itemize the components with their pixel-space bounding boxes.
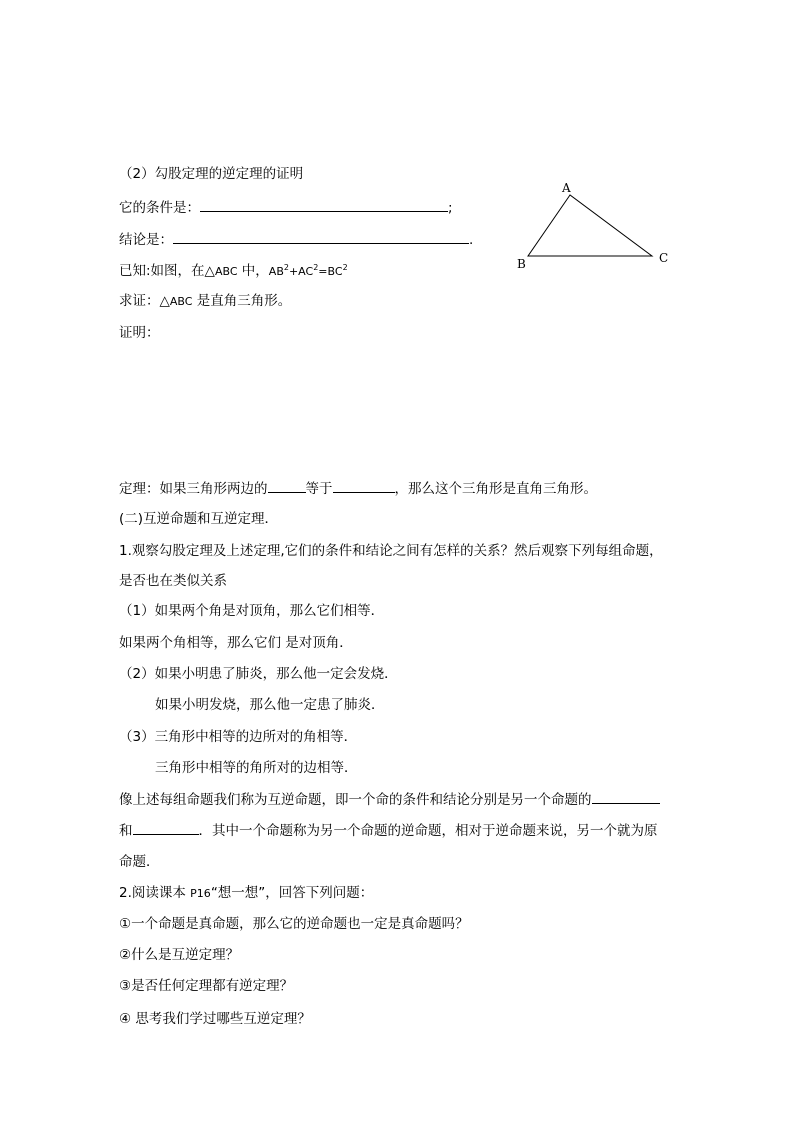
question-1-line1: 1.观察勾股定理及上述定理,它们的条件和结论之间有怎样的关系？然后观察下列每组命题， — [119, 543, 663, 559]
theorem-part1: 定理：如果三角形两边的 — [119, 481, 268, 497]
vertex-c-label: C — [659, 251, 669, 265]
theorem-blank-1[interactable] — [268, 479, 306, 493]
definition-line3: 命题． — [119, 854, 160, 870]
theorem-blank-2[interactable] — [333, 479, 395, 493]
theorem-part2: 等于 — [305, 481, 333, 497]
example-2a: （2）如果小明患了肺炎，那么他一定会发烧． — [119, 666, 398, 682]
given-line — [119, 262, 348, 281]
given-ac: +AC — [288, 265, 314, 278]
theorem-line — [119, 479, 597, 498]
definition-part2: 和 — [119, 823, 133, 839]
example-3a: （3）三角形中相等的边所对的角相等． — [119, 729, 358, 745]
condition-blank[interactable] — [200, 198, 448, 212]
example-1b: 如果两个角相等，那么它们 是对顶角． — [119, 635, 353, 651]
definition-blank-1[interactable] — [592, 790, 660, 804]
question-2-prefix: 2.阅读课本 — [119, 885, 191, 901]
vertex-a-label: A — [562, 181, 571, 195]
condition-line — [119, 198, 453, 217]
question-2-suffix: “想一想”，回答下列问题： — [210, 885, 374, 901]
question-2-iv: ④ 思考我们学过哪些互逆定理？ — [119, 1011, 311, 1027]
condition-end: ; — [448, 200, 453, 216]
definition-part3: ．其中一个命题称为另一个命题的逆命题，相对于逆命题来说，另一个就为原 — [198, 823, 658, 839]
conclusion-end: . — [469, 232, 474, 248]
triangle-shape — [528, 195, 652, 256]
definition-blank-2[interactable] — [133, 821, 199, 835]
theorem-part3: ，那么这个三角形是直角三角形。 — [394, 481, 597, 497]
definition-part1: 像上述每组命题我们称为互逆命题，即一个命的条件和结论分别是另一个命题的 — [119, 792, 592, 808]
definition-line2 — [119, 821, 658, 840]
conclusion-label: 结论是： — [119, 232, 173, 248]
part-two-heading: (二)互逆命题和互逆定理． — [119, 511, 279, 527]
sup-ab: 2 — [283, 263, 289, 272]
question-2-i: ①一个命题是真命题，那么它的逆命题也一定是真命题吗？ — [119, 916, 469, 932]
question-2-ii: ②什么是互逆定理？ — [119, 947, 240, 963]
prove-abc: ABC — [169, 295, 193, 308]
given-prefix: 已知:如图，在△ — [119, 263, 215, 279]
proof-label: 证明： — [119, 325, 160, 341]
sup-ac: 2 — [313, 263, 319, 272]
section-heading: （2）勾股定理的逆定理的证明 — [119, 166, 304, 182]
given-mid: 中， — [237, 263, 269, 279]
example-2b: 如果小明发烧，那么他一定患了肺炎． — [155, 697, 385, 713]
condition-label: 它的条件是： — [119, 200, 200, 216]
conclusion-line — [119, 230, 473, 249]
definition-line1 — [119, 790, 660, 809]
sup-bc: 2 — [342, 263, 348, 272]
vertex-b-label: B — [517, 257, 526, 271]
example-1a: （1）如果两个角是对顶角，那么它们相等． — [119, 603, 385, 619]
triangle-figure — [505, 178, 680, 273]
given-abc: ABC — [214, 265, 238, 278]
prove-prefix: 求证：△ — [119, 293, 170, 309]
question-2-line — [119, 884, 373, 903]
given-ab: AB — [268, 265, 284, 278]
conclusion-blank[interactable] — [173, 230, 469, 244]
question-1-line2: 是否也在类似关系 — [119, 573, 227, 589]
example-3b: 三角形中相等的角所对的边相等． — [155, 760, 358, 776]
prove-line — [119, 292, 291, 311]
prove-suffix: 是直角三角形。 — [192, 293, 292, 309]
question-2-iii: ③是否任何定理都有逆定理？ — [119, 978, 294, 994]
given-bc: =BC — [318, 265, 343, 278]
question-2-page: P16 — [190, 887, 211, 900]
